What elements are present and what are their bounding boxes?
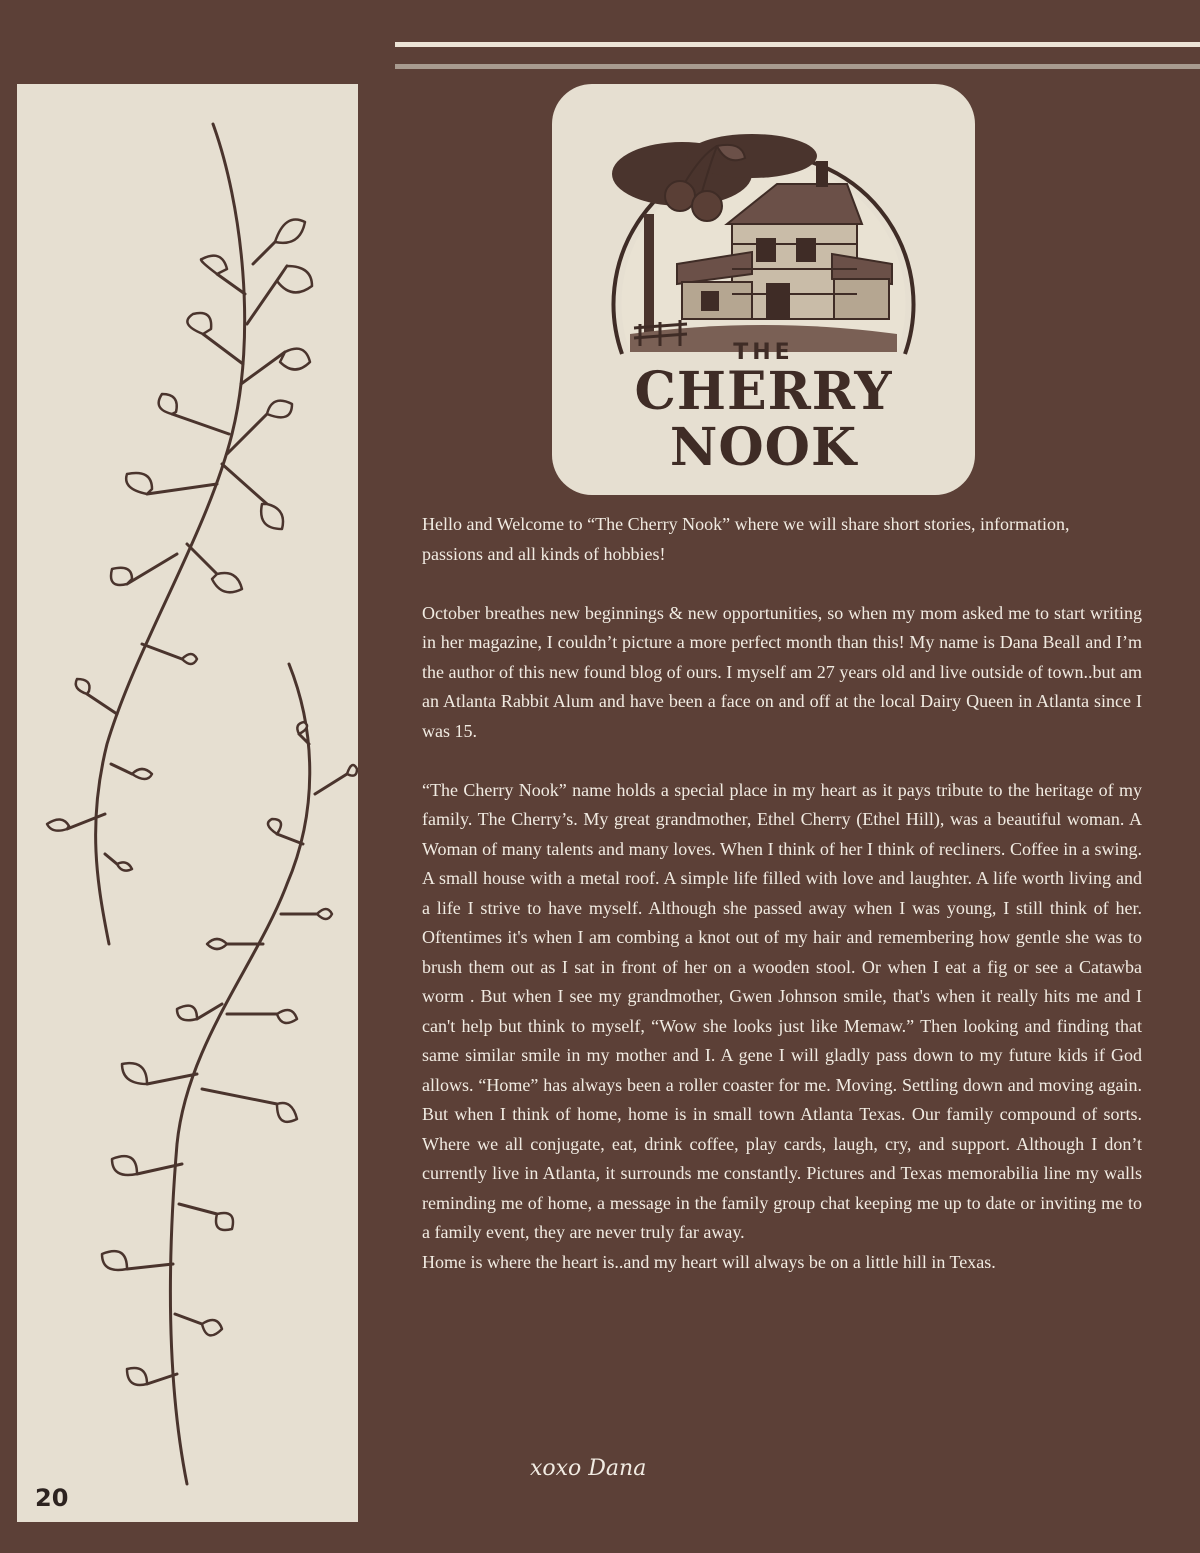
page-number: 20 — [35, 1484, 69, 1512]
leaf — [201, 256, 227, 274]
intro-paragraph: Hello and Welcome to “The Cherry Nook” where we will share short stories, information, passions and all kinds of hobbies! — [422, 514, 1070, 564]
top-rule-light — [395, 42, 1200, 47]
closing-line: Home is where the heart is..and my heart will always be on a little hill in Texas. — [422, 1251, 996, 1272]
leaf — [102, 1251, 127, 1270]
leaf — [112, 1156, 137, 1175]
leaf — [122, 1063, 147, 1084]
leaf — [47, 819, 69, 830]
leaf — [277, 1010, 297, 1023]
leaf — [117, 862, 132, 870]
leaf — [111, 568, 132, 585]
leaf — [280, 349, 310, 370]
leaf — [216, 1213, 233, 1230]
leaf — [317, 909, 332, 919]
logo-nook: NOOK — [669, 417, 858, 478]
leaf — [187, 313, 211, 334]
leaf — [76, 679, 90, 694]
main-vine-stem — [96, 124, 245, 944]
leaf — [261, 504, 283, 529]
vine-illustration — [17, 84, 358, 1522]
leaf — [207, 939, 227, 949]
leaf — [347, 765, 357, 776]
article-body — [422, 510, 1142, 1277]
leaf — [126, 473, 152, 494]
paragraph-one: October breathes new beginnings & new opportunities, so when my mom asked me to start writing in her magazine, I couldn’t picture a more perfect month than this! My name is Dana Beall and I’m the author of this new found blog of ours. I myself am 27 years old and live outside of town..but am an Atlanta Rabbit Alum and have been a face on and off at the local Dairy Queen in Atlanta since I was 15. — [422, 602, 1142, 741]
leaf — [275, 220, 305, 243]
leaf — [177, 1006, 197, 1021]
signoff-signature: xoxo Dana — [530, 1456, 647, 1481]
leaf — [132, 769, 152, 779]
leaf — [182, 654, 197, 664]
leaf — [267, 401, 292, 418]
leaf — [212, 573, 242, 592]
decorative-vine-panel — [17, 84, 358, 1522]
top-rule-muted — [395, 64, 1200, 69]
logo-the: THE — [733, 340, 794, 365]
leaf — [202, 1320, 222, 1335]
leaf — [277, 1103, 297, 1122]
cherry-nook-logo — [552, 84, 975, 495]
leaf — [159, 394, 177, 414]
leaf — [277, 266, 312, 292]
leaf — [268, 819, 281, 834]
leaf — [127, 1368, 147, 1385]
paragraph-two: “The Cherry Nook” name holds a special place in my heart as it pays tribute to the heritage of my family. The Cherry’s. My great grandmother, Ethel Cherry (Ethel Hill), was a beautiful woman. A Woman of many talents and many loves. When I think of her I think of recliners. Coffee in a swing. A small house with a metal roof. A simple life filled with love and laughter. A life worth living and a life I strive to have myself. Although she passed away when I was young, I still think of her. Oftentimes it's when I am combing a knot out of my hair and remembering how gentle she was to brush them out as I sat in front of her on a wooden stool. Or when I eat a fig or see a Catawba worm . But when I see my grandmother, Gwen Johnson smile, that's when it really hits me and I can't help but think to myself, “Wow she looks just like Memaw.” Then looking and finding that same similar smile in my mother and I. A gene I will gladly pass down to my future kids if God allows. “Home” has always been a roller coaster for me. Moving. Settling down and moving again. But when I think of home, home is in small town Atlanta Texas. Our family compound of sorts. Where we all conjugate, eat, drink coffee, play cards, laugh, cry, and support. Although I don’t currently live in Atlanta, it surrounds me constantly. Pictures and Texas memorabilia line my walls reminding me of home, a message in the family group chat keeping me up to date or inviting me to a family event, they are never truly far away. — [422, 779, 1142, 1242]
logo-cherry: CHERRY — [634, 361, 893, 422]
